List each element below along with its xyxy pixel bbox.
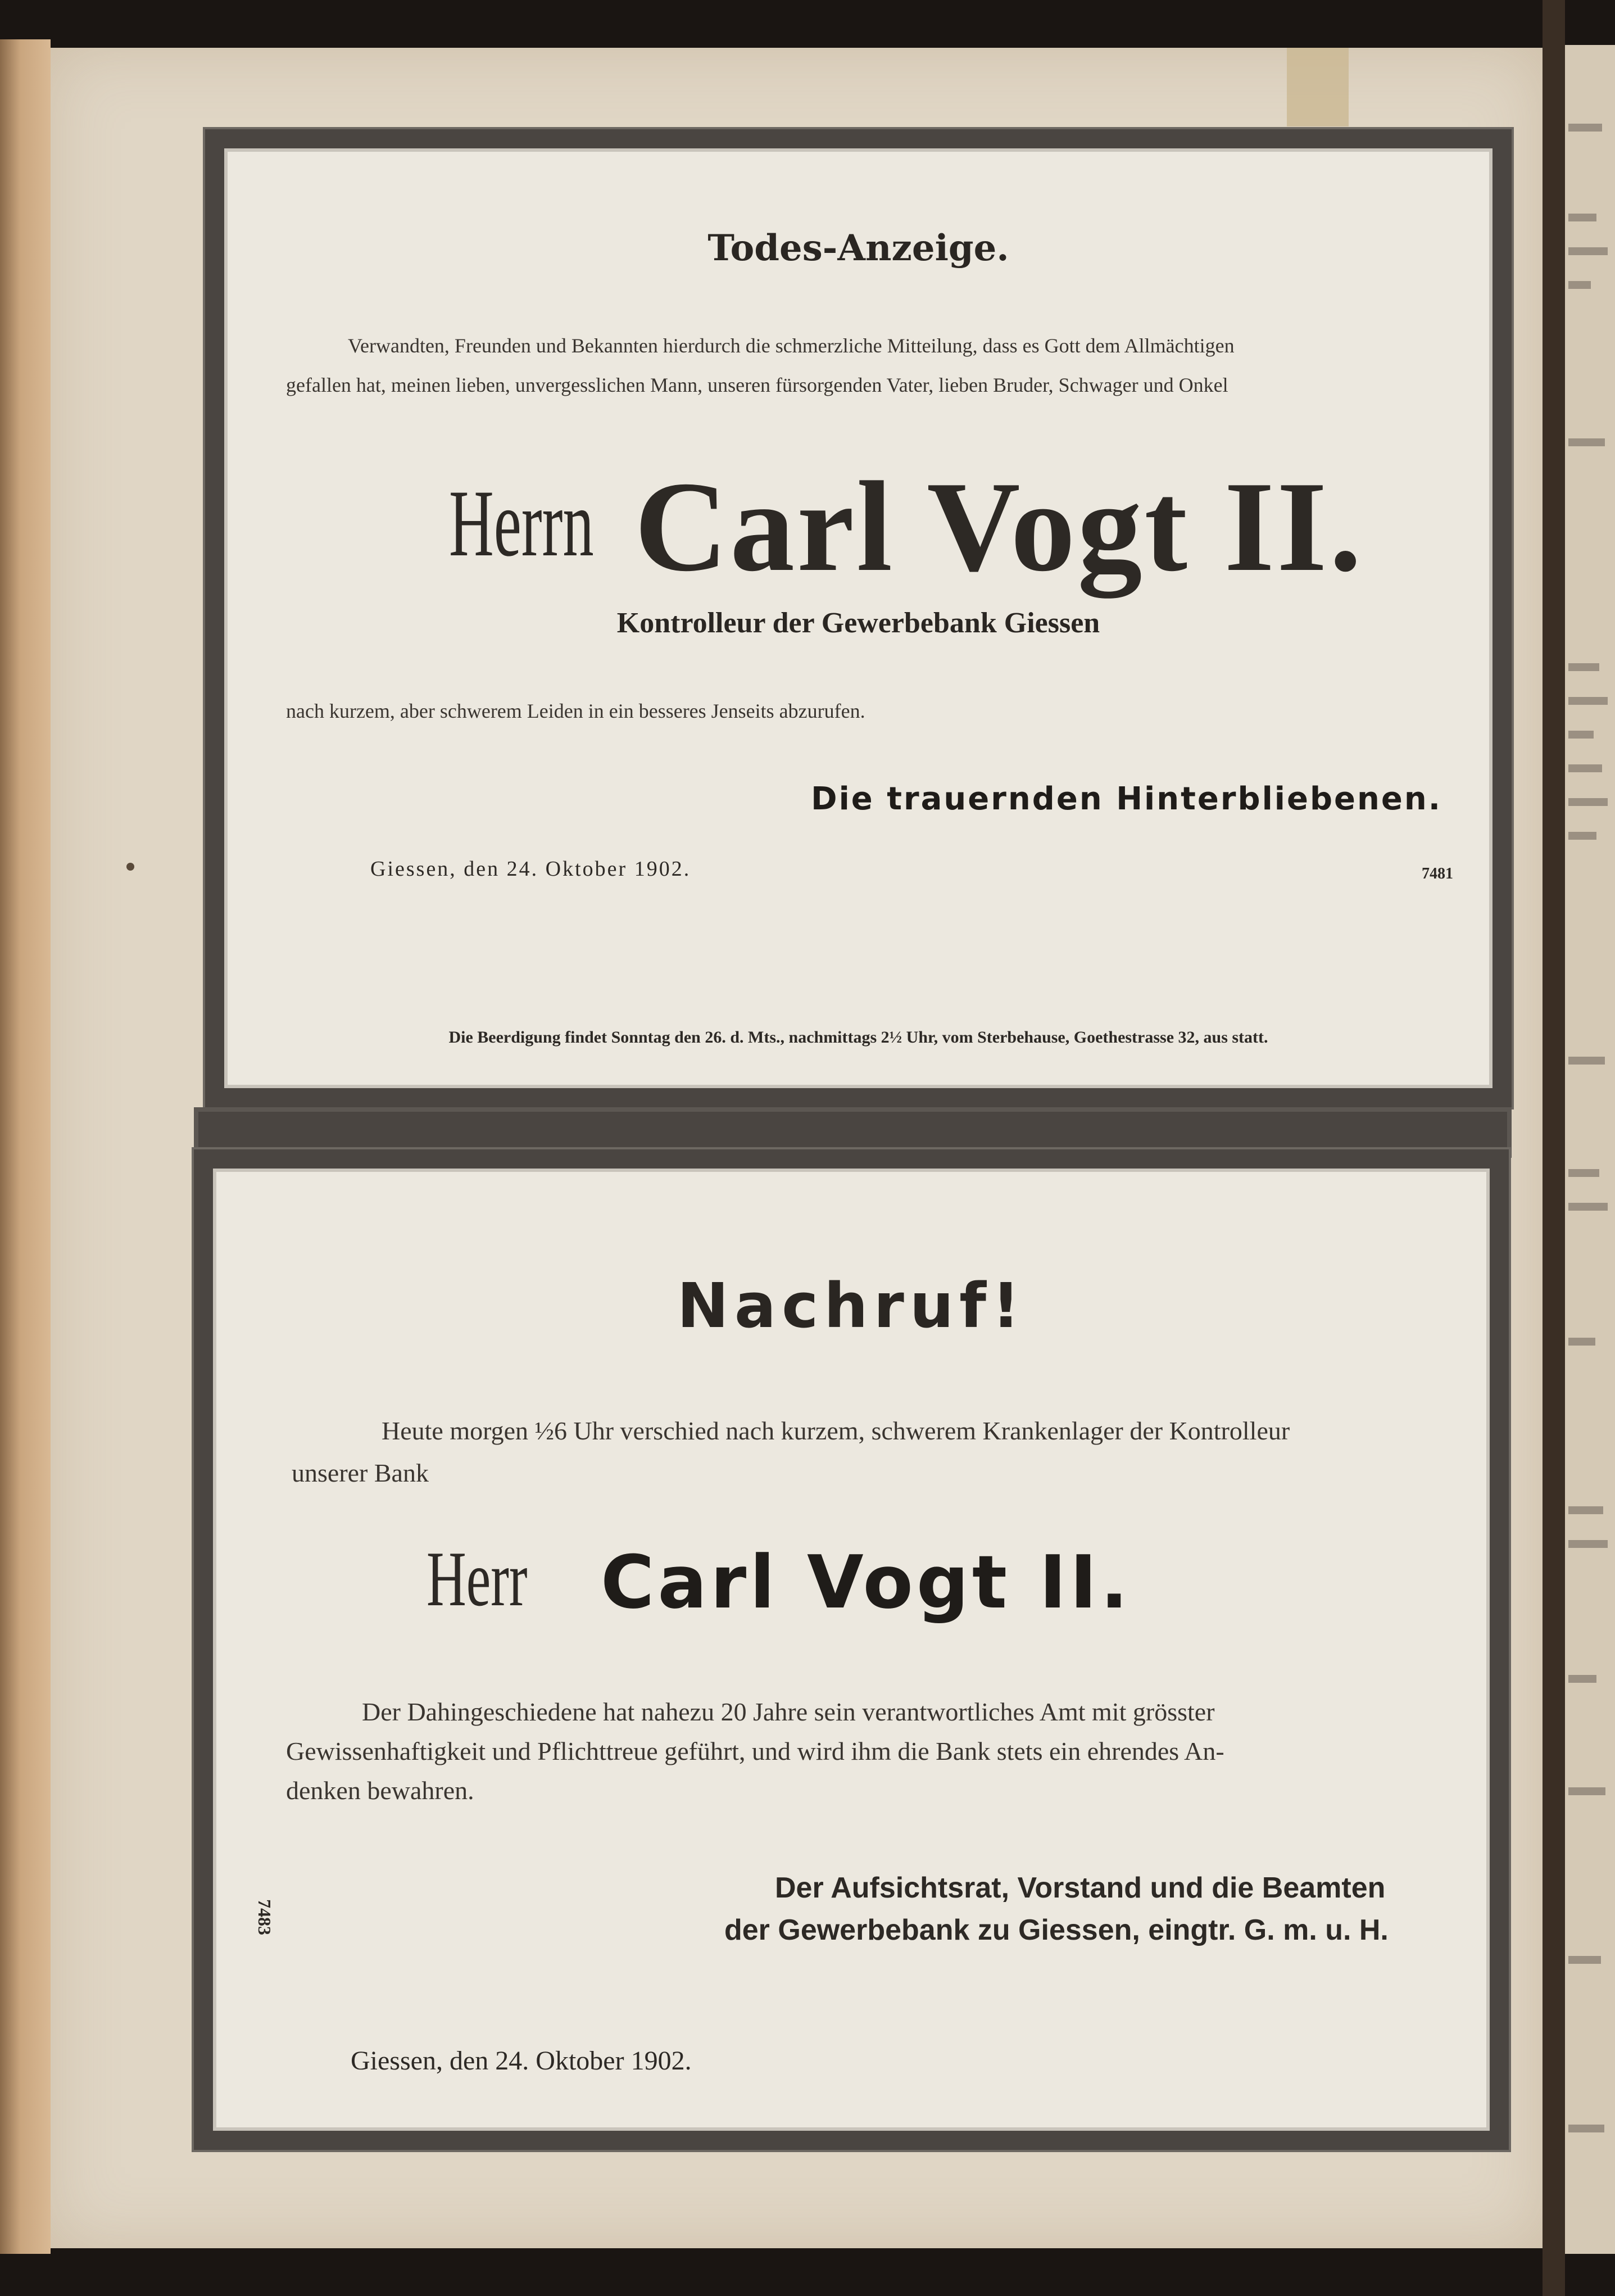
nachruf-title: Nachruf! <box>677 1270 1026 1342</box>
herr-label: Herr <box>427 1536 528 1623</box>
tape-strip <box>1287 48 1349 126</box>
burial-info: Die Beerdigung findet Sonntag den 26. d. Mts., nachmittags 2½ Uhr, vom Sterbehause, Goethestrasse 32, aus statt. <box>448 1028 1268 1047</box>
board-signature-line-1: Der Aufsichtsrat, Vorstand und die Beamten <box>775 1872 1386 1904</box>
notice-title: Todes-Anzeige. <box>707 227 1009 269</box>
nachruf-place-date: Giessen, den 24. Oktober 1902. <box>351 2046 692 2076</box>
herrn-label: Herrn <box>449 470 594 576</box>
nachruf-deceased-name: Carl Vogt II. <box>601 1539 1132 1625</box>
deceased-name: Carl Vogt II. <box>634 455 1364 598</box>
nachruf-body-line-1: Der Dahingeschiedene hat nahezu 20 Jahre sein verantwortliches Amt mit grösster <box>362 1697 1215 1726</box>
intro-line-1: Verwandten, Freunden und Bekannten hierdurch die schmerzliche Mitteilung, dass es Gott dem Allmächtigen <box>348 334 1235 357</box>
nachruf-line-1: Heute morgen ½6 Uhr verschied nach kurzem, schwerem Krankenlager der Kontrolleur <box>382 1416 1290 1445</box>
nachruf-line-2: unserer Bank <box>292 1459 429 1487</box>
book-edge <box>0 39 51 2254</box>
nachruf-number: 7483 <box>255 1899 275 1935</box>
notice-body: nach kurzem, aber schwerem Leiden in ein besseres Jenseits abzurufen. <box>286 700 865 722</box>
adjacent-page-edge <box>1565 45 1615 2254</box>
deceased-position: Kontrolleur der Gewerbebank Giessen <box>616 607 1100 639</box>
board-signature-line-2: der Gewerbebank zu Giessen, eingtr. G. m. u. H. <box>724 1914 1389 1946</box>
family-signature: Die trauernden Hinterbliebenen. <box>811 781 1442 817</box>
todes-anzeige-notice <box>205 129 1512 1107</box>
notice-number: 7481 <box>1422 865 1453 882</box>
intro-line-2: gefallen hat, meinen lieben, unvergesslichen Mann, unseren fürsorgenden Vater, lieben Bruder, Schwager und Onkel <box>286 374 1228 396</box>
place-date: Giessen, den 24. Oktober 1902. <box>370 857 691 881</box>
book-gutter <box>1543 0 1565 2296</box>
nachruf-notice <box>194 1149 1509 2150</box>
nachruf-body-line-2: Gewissenhaftigkeit und Pflichttreue geführt, und wird ihm die Bank stets ein ehrendes An- <box>286 1737 1224 1765</box>
stain-mark <box>126 863 134 871</box>
nachruf-body-line-3: denken bewahren. <box>286 1776 474 1805</box>
